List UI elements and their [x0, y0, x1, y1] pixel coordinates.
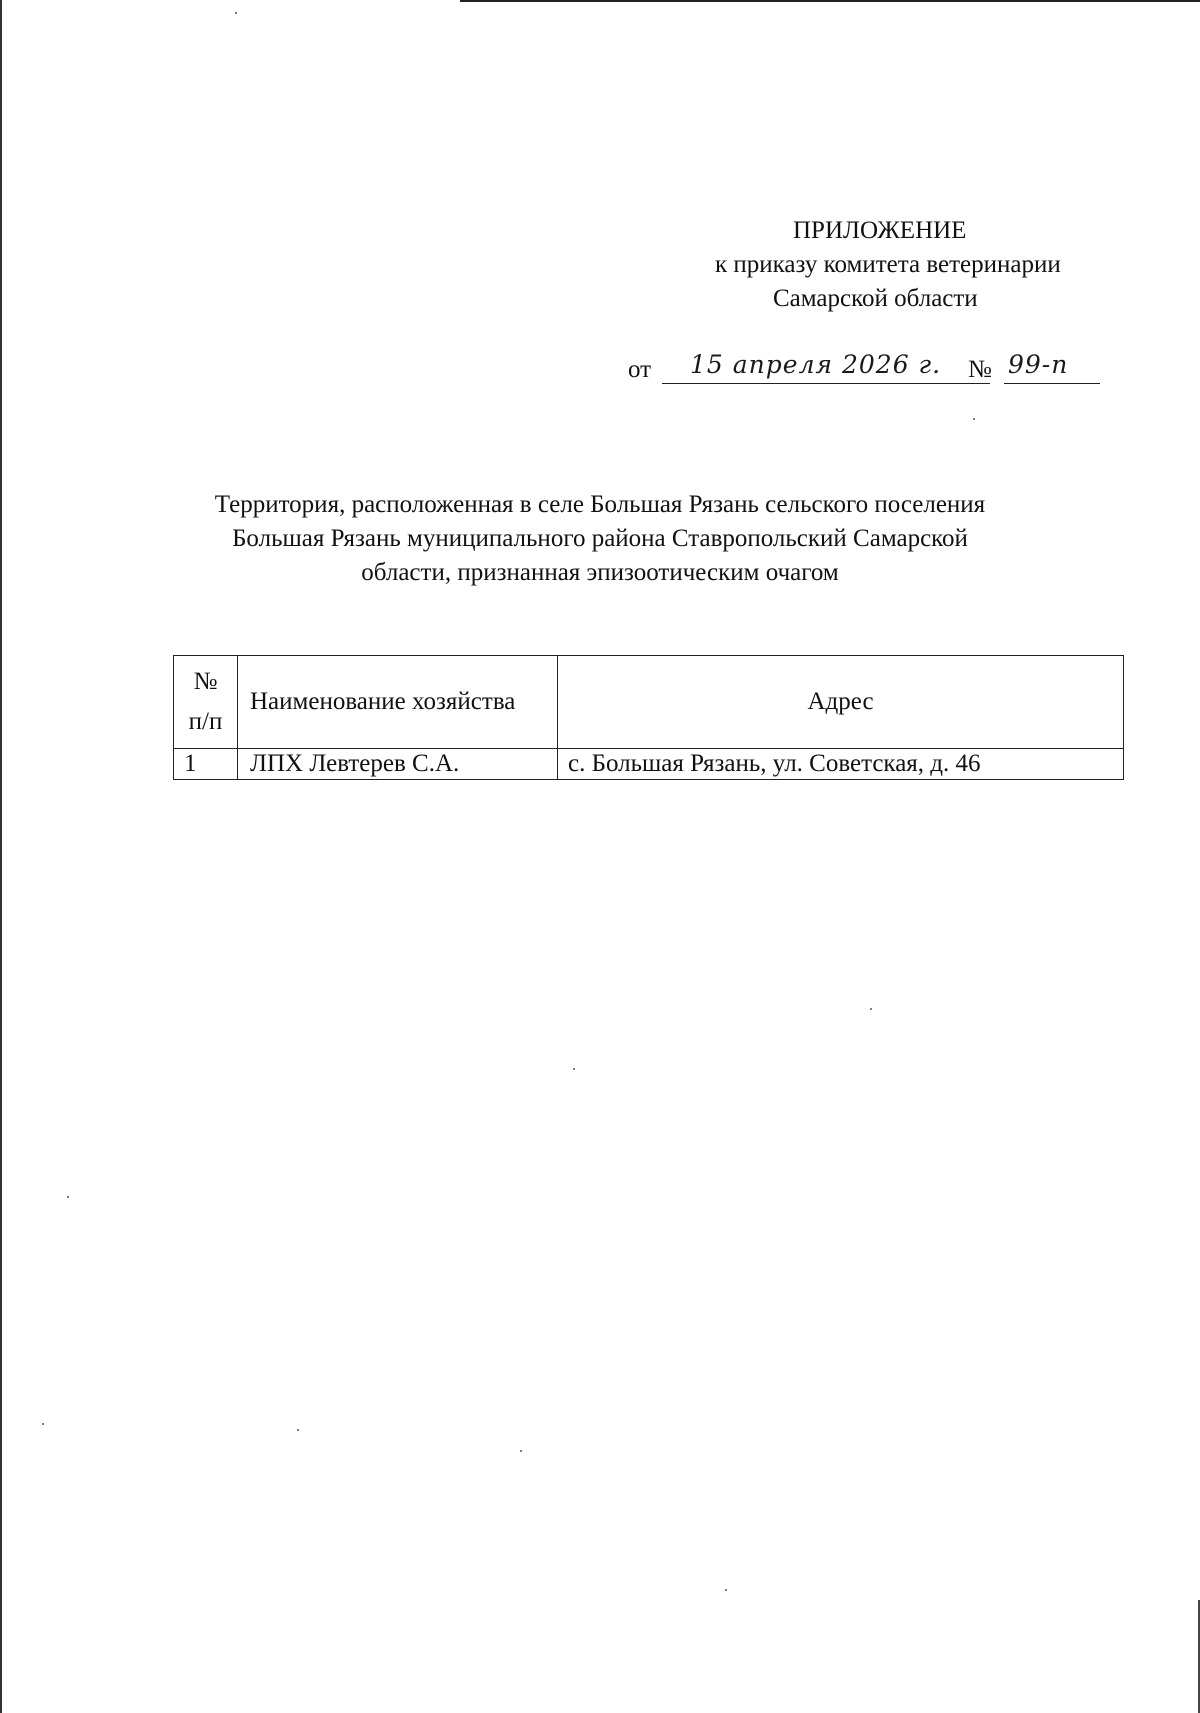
appendix-title: ПРИЛОЖЕНИЕ — [793, 217, 967, 244]
farm-name-cell: ЛПХ Левтерев С.А. — [238, 749, 558, 780]
column-header-farm-name: Наименование хозяйства — [238, 656, 558, 749]
row-number-cell: 1 — [174, 749, 238, 780]
table-header-row — [174, 656, 1124, 749]
scan-speck — [297, 1429, 299, 1431]
address-cell: с. Большая Рязань, ул. Советская, д. 46 — [558, 749, 1124, 780]
order-number-sign: № — [968, 356, 992, 383]
scan-speck — [42, 1423, 44, 1425]
order-date-handwritten: 15 апреля 2026 г. — [690, 350, 942, 379]
scan-speck — [573, 1068, 575, 1070]
heading-line: области, признанная эпизоотическим очагом — [361, 559, 839, 586]
order-date-prefix: от — [628, 356, 652, 383]
appendix-region: Самарской области — [773, 285, 978, 312]
scan-speck — [725, 1589, 727, 1591]
order-date-field — [662, 350, 990, 384]
appendix-reference: к приказу комитета ветеринарии — [715, 251, 1061, 278]
order-number-field — [1004, 350, 1100, 384]
column-header-number-line1: № — [193, 668, 218, 695]
heading-line: Большая Рязань муниципального района Ставропольский Самарской — [232, 525, 968, 552]
column-header-number — [174, 656, 238, 749]
document-heading — [150, 488, 1050, 590]
table-row — [174, 749, 1124, 780]
scan-speck — [235, 12, 237, 14]
scan-edge-line — [0, 0, 2, 1713]
scan-speck — [870, 1008, 872, 1010]
scan-speck — [973, 418, 975, 420]
order-date-number-line — [628, 350, 1098, 396]
order-number-handwritten: 99-п — [1008, 350, 1069, 379]
column-header-address: Адрес — [558, 656, 1124, 749]
column-header-number-line2: п/п — [188, 708, 223, 735]
scan-speck — [520, 1450, 522, 1452]
scan-speck — [67, 1196, 69, 1198]
heading-line: Территория, расположенная в селе Большая Рязань сельского поселения — [214, 491, 986, 518]
farm-table — [173, 655, 1124, 780]
scan-edge-line — [460, 0, 1200, 2]
